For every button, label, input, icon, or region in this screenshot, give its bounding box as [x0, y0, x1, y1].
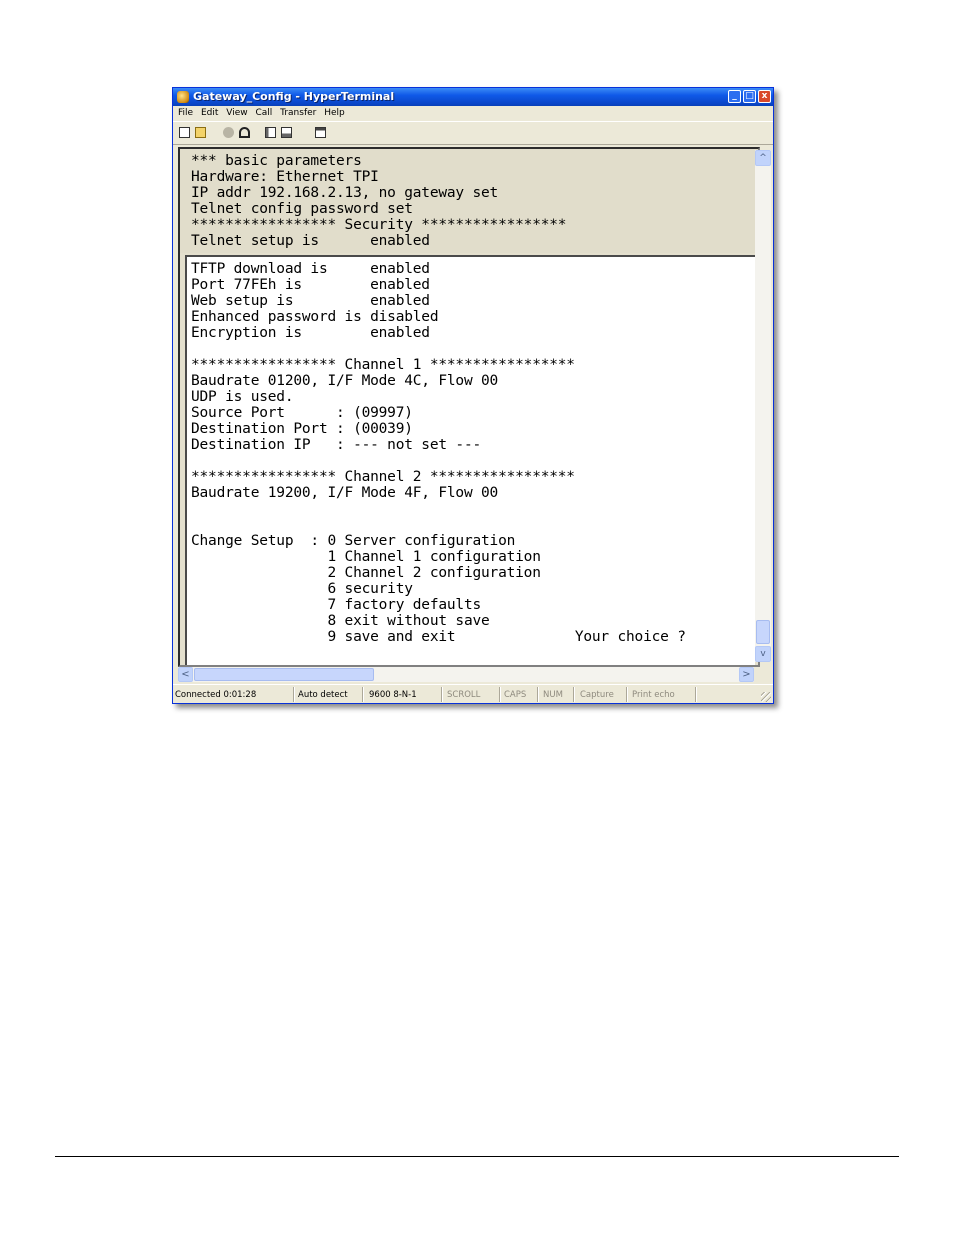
- terminal-line: *** basic parameters: [191, 153, 362, 169]
- terminal-line: Encryption is enabled: [191, 325, 430, 341]
- terminal-line: Hardware: Ethernet TPI: [191, 169, 379, 185]
- status-caps: CAPS: [504, 690, 527, 700]
- properties-icon[interactable]: [315, 127, 326, 138]
- status-connected: Connected 0:01:28: [175, 690, 257, 700]
- terminal-line: 2 Channel 2 configuration: [191, 565, 541, 581]
- terminal-line: 1 Channel 1 configuration: [191, 549, 541, 565]
- menu-edit[interactable]: Edit: [200, 108, 219, 118]
- terminal-line: Change Setup : 0 Server configuration: [191, 533, 516, 549]
- receive-icon[interactable]: [281, 127, 292, 138]
- terminal-line: UDP is used.: [191, 389, 294, 405]
- menu-call[interactable]: Call: [255, 108, 273, 118]
- hyperterminal-window: [172, 87, 774, 704]
- vertical-scroll-thumb[interactable]: [756, 620, 770, 644]
- new-icon[interactable]: [179, 127, 190, 138]
- status-bar: [173, 684, 773, 704]
- status-divider: [626, 687, 627, 702]
- disconnect-icon[interactable]: [239, 127, 250, 138]
- close-button[interactable]: x: [758, 90, 771, 103]
- status-scroll: SCROLL: [447, 690, 481, 700]
- page-footer-rule: [55, 1156, 899, 1157]
- scroll-right-button[interactable]: >: [739, 667, 754, 682]
- vertical-scrollbar[interactable]: [755, 150, 771, 662]
- toolbar: [173, 121, 773, 145]
- maximize-button[interactable]: □: [743, 90, 756, 103]
- open-icon[interactable]: [195, 127, 206, 138]
- terminal-line: ***************** Channel 2 *****************: [191, 469, 575, 485]
- status-divider: [573, 687, 574, 702]
- window-title: Gateway_Config - HyperTerminal: [193, 90, 395, 103]
- call-icon[interactable]: [223, 127, 234, 138]
- status-settings: 9600 8-N-1: [369, 690, 417, 700]
- horizontal-scrollbar[interactable]: [178, 667, 754, 682]
- terminal-line: Baudrate 19200, I/F Mode 4F, Flow 00: [191, 485, 499, 501]
- status-divider: [695, 687, 696, 702]
- terminal-line: 8 exit without save: [191, 613, 490, 629]
- status-print-echo: Print echo: [632, 690, 675, 700]
- terminal-line: Telnet config password set: [191, 201, 413, 217]
- send-icon[interactable]: [265, 127, 276, 138]
- scroll-left-button[interactable]: <: [178, 667, 193, 682]
- status-capture: Capture: [580, 690, 614, 700]
- scroll-up-button[interactable]: ^: [755, 150, 771, 166]
- resize-grip-icon[interactable]: [761, 692, 771, 702]
- hyperterminal-app-icon[interactable]: [177, 91, 189, 103]
- terminal-line: 9 save and exit Your choice ?: [191, 629, 686, 645]
- status-divider: [293, 687, 294, 702]
- terminal-line: Telnet setup is enabled: [191, 233, 430, 249]
- horizontal-scroll-thumb[interactable]: [194, 668, 374, 681]
- terminal-screen[interactable]: [178, 147, 760, 667]
- status-num: NUM: [543, 690, 563, 700]
- terminal-line: Port 77FEh is enabled: [191, 277, 430, 293]
- status-divider: [537, 687, 538, 702]
- terminal-line: Baudrate 01200, I/F Mode 4C, Flow 00: [191, 373, 499, 389]
- terminal-line: Destination Port : (00039): [191, 421, 413, 437]
- menu-bar: [173, 106, 773, 120]
- terminal-line: IP addr 192.168.2.13, no gateway set: [191, 185, 499, 201]
- terminal-line: Destination IP : --- not set ---: [191, 437, 482, 453]
- terminal-line: 6 security: [191, 581, 413, 597]
- minimize-button[interactable]: _: [728, 90, 741, 103]
- terminal-line: Web setup is enabled: [191, 293, 430, 309]
- terminal-line: ***************** Channel 1 *****************: [191, 357, 575, 373]
- menu-file[interactable]: File: [178, 108, 194, 118]
- title-bar[interactable]: [173, 88, 773, 106]
- status-divider: [441, 687, 442, 702]
- terminal-line: TFTP download is enabled: [191, 261, 430, 277]
- status-divider: [499, 687, 500, 702]
- menu-view[interactable]: View: [226, 108, 248, 118]
- terminal-line: Enhanced password is disabled: [191, 309, 439, 325]
- menu-transfer[interactable]: Transfer: [280, 108, 317, 118]
- terminal-bottom-pane: [185, 255, 755, 665]
- terminal-line: 7 factory defaults: [191, 597, 482, 613]
- terminal-line: ***************** Security *****************: [191, 217, 567, 233]
- status-detect: Auto detect: [298, 690, 348, 700]
- menu-help[interactable]: Help: [324, 108, 345, 118]
- terminal-top-pane: [180, 149, 758, 253]
- terminal-line: Source Port : (09997): [191, 405, 413, 421]
- status-divider: [362, 687, 363, 702]
- scroll-down-button[interactable]: v: [755, 646, 771, 662]
